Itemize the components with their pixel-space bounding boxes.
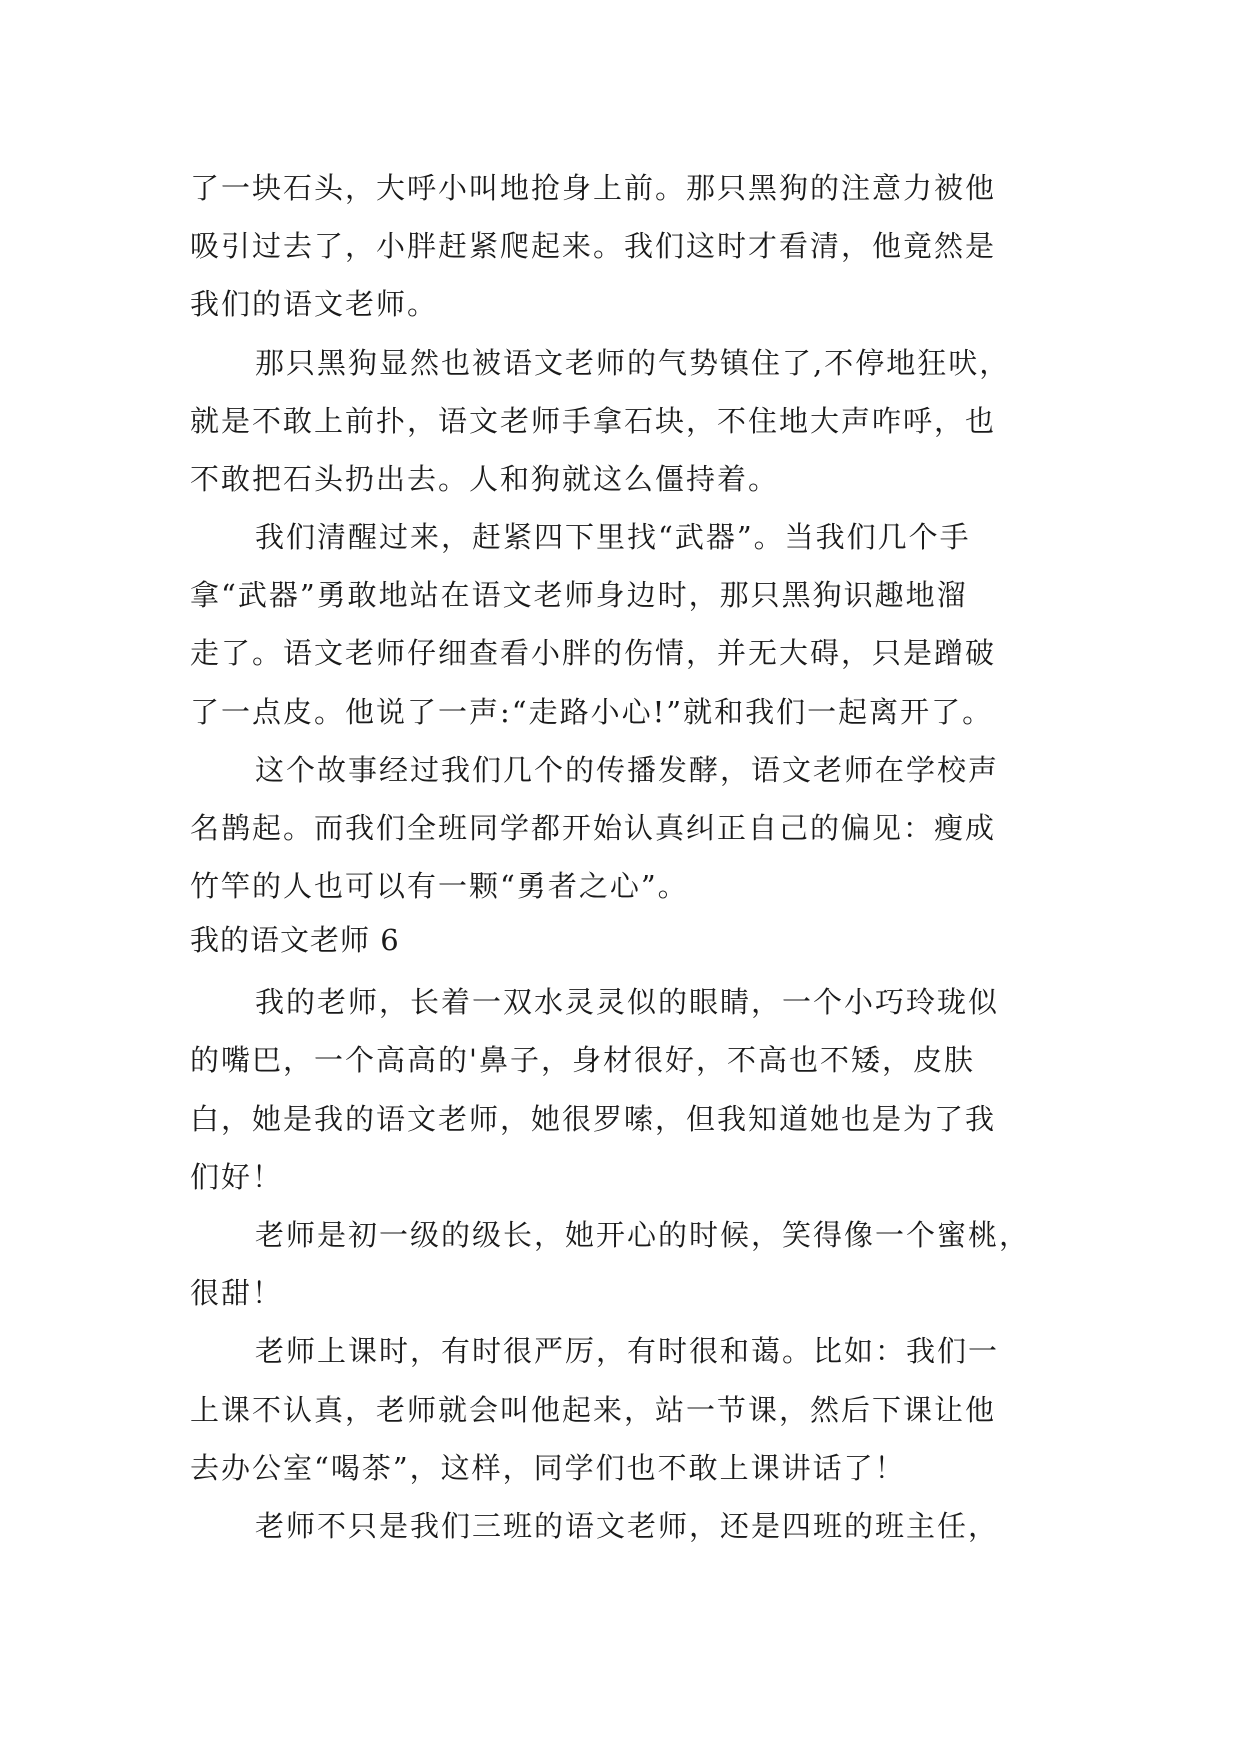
paragraph-first-line: 老师是初一级的级长，她开心的时候，笑得像一个蜜桃， (255, 1218, 1031, 1252)
paragraph-first-line: 这个故事经过我们几个的传播发酵，语文老师在学校声 (255, 753, 1000, 787)
text-line: 了一块石头，大呼小叫地抢身上前。那只黑狗的注意力被他 (190, 171, 997, 205)
text-line: 很甜！ (190, 1276, 284, 1310)
text-line: 我们的语文老师。 (190, 287, 439, 321)
text-line: 不敢把石头扔出去。人和狗就这么僵持着。 (190, 462, 780, 496)
text-line: 白，她是我的语文老师，她很罗嗦，但我知道她也是为了我 (190, 1102, 997, 1136)
text-line: 去办公室“喝茶”，这样，同学们也不敢上课讲话了！ (190, 1451, 906, 1485)
text-line: 的嘴巴，一个高高的'鼻子，身材很好，不高也不矮，皮肤 (190, 1043, 975, 1077)
paragraph-first-line: 我们清醒过来，赶紧四下里找“武器”。当我们几个手 (255, 520, 971, 554)
text-line: 竹竿的人也可以有一颗“勇者之心”。 (190, 869, 689, 903)
paragraph-first-line: 老师不只是我们三班的语文老师，还是四班的班主任， (255, 1509, 1000, 1543)
text-line: 名鹊起。而我们全班同学都开始认真纠正自己的偏见：瘦成 (190, 811, 997, 845)
text-line: 就是不敢上前扑，语文老师手拿石块，不住地大声咋呼，也 (190, 404, 997, 438)
paragraph-first-line: 那只黑狗显然也被语文老师的气势镇住了,不停地狂吠， (255, 346, 1011, 380)
text-line: 拿“武器”勇敢地站在语文老师身边时，那只黑狗识趣地溜 (190, 578, 968, 612)
section-heading: 我的语文老师 6 (190, 923, 400, 957)
text-line: 们好！ (190, 1160, 284, 1194)
text-line: 走了。语文老师仔细查看小胖的伤情，并无大碍，只是蹭破 (190, 636, 997, 670)
text-line: 上课不认真，老师就会叫他起来，站一节课，然后下课让他 (190, 1393, 997, 1427)
paragraph-first-line: 我的老师，长着一双水灵灵似的眼睛，一个小巧玲珑似 (255, 985, 1000, 1019)
text-line: 吸引过去了，小胖赶紧爬起来。我们这时才看清，他竟然是 (190, 229, 997, 263)
text-line: 了一点皮。他说了一声:“走路小心!”就和我们一起离开了。 (190, 695, 994, 729)
paragraph-first-line: 老师上课时，有时很严厉，有时很和蔼。比如：我们一 (255, 1334, 1000, 1368)
